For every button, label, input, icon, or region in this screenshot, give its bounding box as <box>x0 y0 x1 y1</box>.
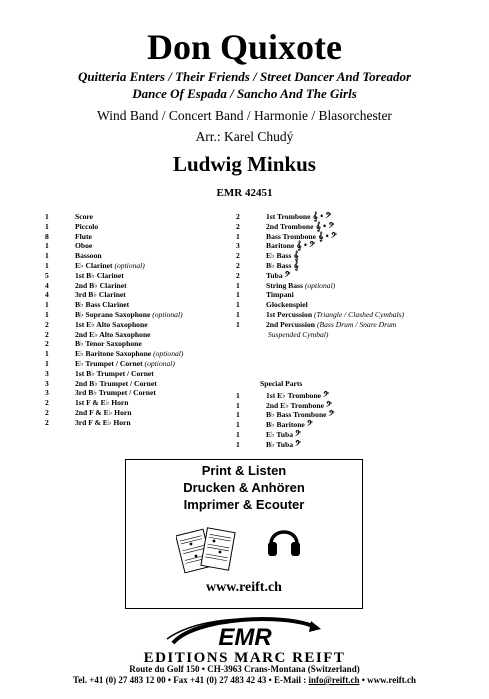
part-quantity: 2 <box>236 212 240 221</box>
part-name: 2nd E♭ Alto Saxophone <box>75 329 151 339</box>
part-row <box>45 388 183 398</box>
part-name: 2nd B♭ Clarinet <box>75 280 127 290</box>
part-name: Timpani <box>266 290 294 300</box>
part-name: 3rd B♭ Trumpet / Cornet <box>75 388 156 398</box>
promo-url[interactable]: www.reift.ch <box>206 580 282 595</box>
ensemble-line: Wind Band / Concert Band / Harmonie / Blasorchester <box>97 108 392 123</box>
part-quantity: 1 <box>45 349 49 359</box>
part-name: E♭ Bass <box>266 251 292 261</box>
part-row <box>236 232 404 242</box>
part-row <box>45 261 183 271</box>
part-note: (optional) <box>144 358 175 368</box>
part-name: Glockenspiel <box>266 300 308 310</box>
part-note: (optional) <box>114 260 145 270</box>
part-row <box>236 310 404 320</box>
part-name: B♭ Soprano Saxophone <box>75 309 151 319</box>
part-note: (Triangle / Clashed Cymbals) <box>313 309 405 319</box>
part-quantity: 1 <box>45 358 49 368</box>
part-quantity: 2 <box>236 221 240 231</box>
part-row <box>236 281 404 291</box>
part-quantity: 1 <box>236 290 240 300</box>
part-quantity: 2 <box>236 260 240 270</box>
part-name: E♭ Clarinet <box>75 260 113 270</box>
email-link[interactable]: info@reift.ch <box>308 675 360 685</box>
clef-icon: 𝄞 • 𝄢 <box>312 211 332 221</box>
clef-icon: 𝄢 <box>284 269 291 280</box>
part-quantity: 1 <box>236 309 240 319</box>
part-name: Piccolo <box>75 221 99 231</box>
part-quantity: 1 <box>45 251 49 261</box>
headphones-icon <box>264 520 304 560</box>
part-name: Bassoon <box>75 251 102 261</box>
part-quantity: 5 <box>45 270 49 280</box>
part-quantity: 3 <box>236 241 240 251</box>
part-name: 1st E♭ Alto Saxophone <box>75 319 148 329</box>
part-row <box>236 261 404 271</box>
part-row <box>45 290 183 300</box>
clef-icon: 𝄞 • 𝄢 <box>318 230 337 241</box>
part-name: B♭ Bass Trombone <box>266 410 327 420</box>
part-quantity <box>236 330 266 340</box>
logo-text: EMR <box>218 624 272 651</box>
part-name: Bass Trombone <box>266 231 317 241</box>
part-quantity: 1 <box>236 439 240 449</box>
part-row <box>45 222 183 232</box>
contact-website[interactable]: • www.reift.ch <box>359 675 416 685</box>
clef-icon: 𝄞 <box>293 250 299 261</box>
part-name: Oboe <box>75 241 93 251</box>
part-quantity: 2 <box>236 270 240 280</box>
part-name: String Bass <box>266 280 303 290</box>
part-quantity: 2 <box>45 319 49 329</box>
part-quantity: 1 <box>45 221 49 231</box>
part-quantity: 2 <box>236 251 240 261</box>
part-name: 2nd F & E♭ Horn <box>75 407 132 417</box>
part-name: 1st F & E♭ Horn <box>75 398 129 408</box>
parts-list-left <box>45 212 183 428</box>
part-name: 3rd B♭ Clarinet <box>75 290 126 300</box>
part-row <box>45 310 183 320</box>
part-name: Flute <box>75 231 92 241</box>
part-row <box>236 391 334 401</box>
part-row <box>45 398 183 408</box>
part-name: 1st Trombone <box>266 212 311 221</box>
part-name: 1st E♭ Trombone <box>266 390 322 400</box>
part-note: (optional) <box>152 309 183 319</box>
special-parts-list <box>236 379 334 450</box>
part-quantity: 1 <box>236 280 240 290</box>
part-quantity: 3 <box>45 378 49 388</box>
part-name: 3rd F & E♭ Horn <box>75 417 131 427</box>
part-row <box>45 241 183 251</box>
part-quantity: 4 <box>45 280 49 290</box>
arranger: Arr.: Karel Chudý <box>195 129 294 144</box>
special-parts-rows <box>236 391 334 450</box>
part-row <box>45 349 183 359</box>
part-quantity: 1 <box>236 410 240 420</box>
part-quantity: 1 <box>236 319 240 329</box>
print-listen-box[interactable] <box>125 459 363 609</box>
clef-icon: 𝄞 • 𝄢 <box>315 220 335 231</box>
part-quantity: 1 <box>236 231 240 241</box>
part-name: 1st Percussion <box>266 309 313 319</box>
clef-icon: 𝄢 <box>295 438 301 449</box>
sheet-music-icon <box>176 522 240 578</box>
part-name: Tuba <box>266 270 283 280</box>
part-row <box>45 339 183 349</box>
parts-list-right <box>236 212 404 339</box>
part-name: B♭ Baritone <box>266 420 305 430</box>
part-quantity: 8 <box>45 231 49 241</box>
part-name: E♭ Trumpet / Cornet <box>75 358 143 368</box>
emr-logo-icon <box>165 613 325 651</box>
part-quantity: 1 <box>236 420 240 430</box>
part-row <box>236 271 404 281</box>
part-quantity: 1 <box>45 212 49 221</box>
clef-icon: 𝄢 <box>295 428 301 439</box>
part-name: Baritone <box>266 241 295 251</box>
subtitle-line-2: Dance Of Espada / Sancho And The Girls <box>132 86 357 101</box>
special-parts-heading: Special Parts <box>260 379 303 388</box>
composer: Ludwig Minkus <box>173 152 316 176</box>
part-row <box>45 212 183 222</box>
part-quantity: 1 <box>45 300 49 310</box>
part-row <box>45 320 183 330</box>
part-quantity: 3 <box>45 388 49 398</box>
part-quantity: 2 <box>45 407 49 417</box>
title: Don Quixote <box>146 27 342 67</box>
part-name: Score <box>75 212 93 221</box>
part-quantity: 1 <box>236 300 240 310</box>
part-quantity: 2 <box>45 398 49 408</box>
part-row <box>236 330 404 340</box>
part-quantity: 3 <box>45 368 49 378</box>
part-quantity: 4 <box>45 290 49 300</box>
part-quantity: 1 <box>45 309 49 319</box>
part-name: 2nd Trombone <box>266 221 314 231</box>
clef-icon: 𝄢 <box>326 399 332 410</box>
part-quantity: 1 <box>45 260 49 270</box>
part-name: B♭ Tenor Saxophone <box>75 339 142 349</box>
clef-icon: 𝄢 <box>323 389 329 400</box>
drucken-line: Drucken & Anhören <box>183 480 305 495</box>
part-quantity: 1 <box>236 390 240 400</box>
clef-icon: 𝄢 <box>306 419 313 430</box>
part-row <box>236 440 334 450</box>
part-quantity: 2 <box>45 329 49 339</box>
clef-icon: 𝄞 <box>293 259 299 270</box>
part-row <box>45 330 183 340</box>
part-row <box>45 418 183 428</box>
contact-phone-fax: Tel. +41 (0) 27 483 12 00 • Fax +41 (0) 27 483 42 43 • E-Mail : <box>73 675 309 685</box>
part-row <box>236 401 334 411</box>
part-row <box>236 300 404 310</box>
publisher-contact <box>0 675 489 685</box>
part-name: 2nd B♭ Trumpet / Cornet <box>75 378 157 388</box>
part-row <box>45 281 183 291</box>
part-name: B♭ Tuba <box>266 439 294 449</box>
part-row <box>45 359 183 369</box>
part-note: (optional) <box>153 349 184 359</box>
part-note: Suspended Cymbal) <box>267 329 329 339</box>
part-row <box>236 430 334 440</box>
part-row <box>236 320 404 330</box>
part-quantity: 1 <box>236 400 240 410</box>
print-listen-line: Print & Listen <box>201 463 287 478</box>
part-quantity: 2 <box>45 339 49 349</box>
part-quantity: 1 <box>45 241 49 251</box>
part-name: E♭ Tuba <box>266 429 294 439</box>
clef-icon: 𝄞 • 𝄢 <box>296 240 316 251</box>
imprimer-line: Imprimer & Ecouter <box>183 497 305 512</box>
part-note: (optional) <box>304 280 336 290</box>
publisher-name: EDITIONS MARC REIFT <box>143 650 346 666</box>
part-name: 1st B♭ Clarinet <box>75 270 124 280</box>
part-row <box>236 410 334 420</box>
part-name: 2nd Percussion <box>266 319 316 329</box>
publisher-address: Route du Golf 150 • CH-3963 Crans-Montana (Switzerland) <box>129 664 360 674</box>
part-quantity: 2 <box>45 417 49 427</box>
part-quantity: 1 <box>236 429 240 439</box>
part-row <box>45 271 183 281</box>
clef-icon: 𝄢 <box>328 409 335 420</box>
subtitle-line-1: Quitteria Enters / Their Friends / Street Dancer And Toreador <box>77 69 412 84</box>
part-row <box>45 232 183 242</box>
part-row <box>45 369 183 379</box>
part-row <box>236 241 404 251</box>
part-row <box>45 408 183 418</box>
part-note: (Bass Drum / Snare Drum <box>316 319 397 329</box>
part-name: 1st B♭ Trumpet / Cornet <box>75 368 154 378</box>
part-row <box>236 420 334 430</box>
part-row <box>45 251 183 261</box>
part-name: B♭ Bass Clarinet <box>75 300 130 310</box>
part-row <box>236 251 404 261</box>
part-row <box>236 290 404 300</box>
part-name: E♭ Baritone Saxophone <box>75 349 152 359</box>
part-row <box>45 300 183 310</box>
part-name: 2nd E♭ Trombone <box>266 400 325 410</box>
part-row <box>45 379 183 389</box>
catalog-number: EMR 42451 <box>216 187 273 199</box>
part-name: B♭ Bass <box>266 260 292 270</box>
